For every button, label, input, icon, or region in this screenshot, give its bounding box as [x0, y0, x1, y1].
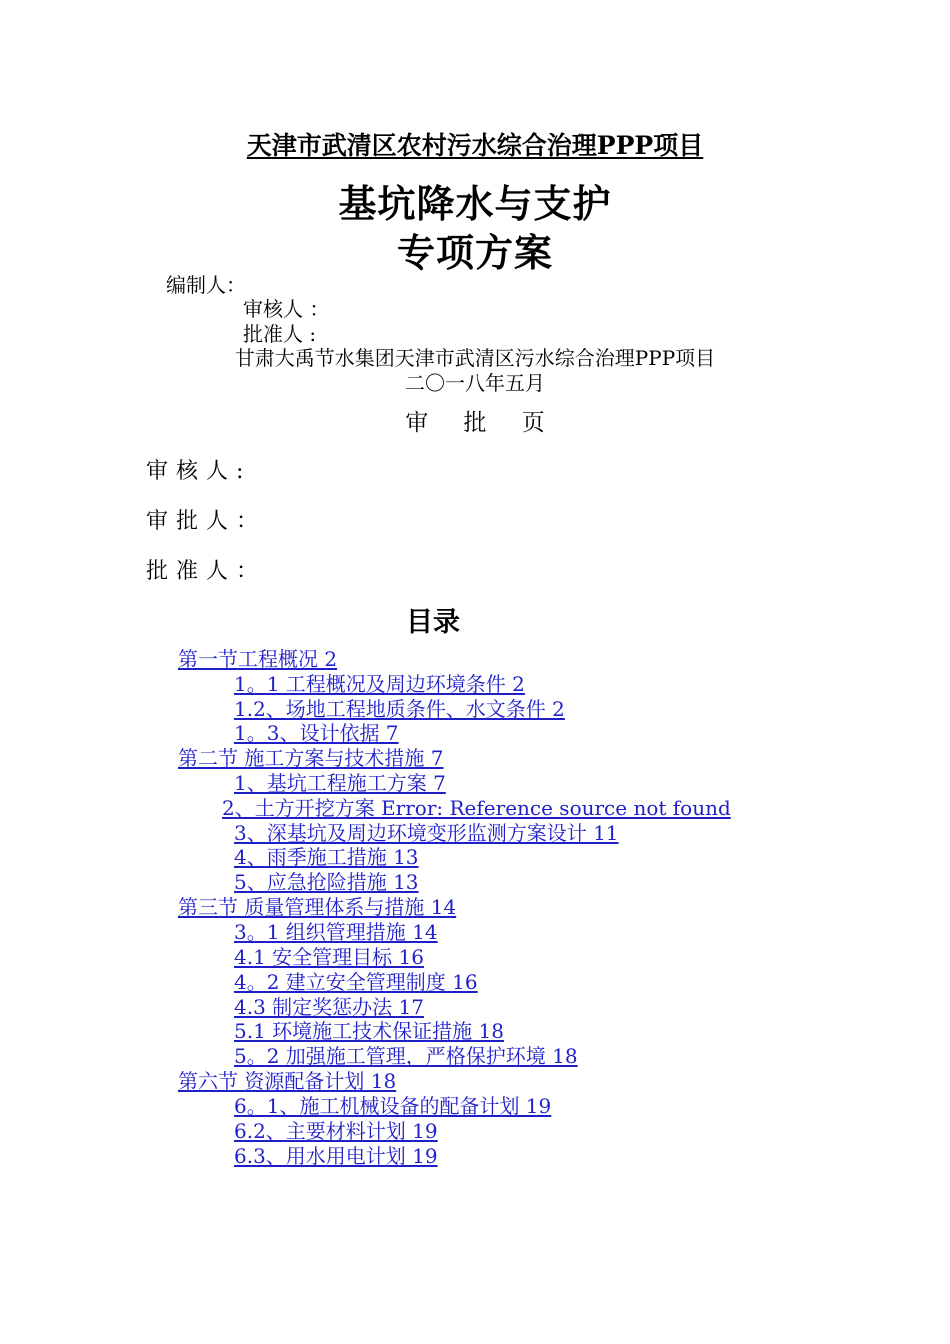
toc-link-section-2[interactable]: 第二节 施工方案与技术措施 7: [178, 746, 444, 770]
toc-link-6-2[interactable]: 6.2、主要材料计划 19: [234, 1119, 438, 1143]
main-title-line2: 专项方案: [396, 230, 553, 275]
toc-link-section-1[interactable]: 第一节工程概况 2: [178, 647, 338, 671]
approval-reviewer-line: 审核人:: [146, 459, 252, 484]
compiler-label: 编制人：: [166, 273, 246, 297]
approver-label: 批准人 :: [243, 322, 317, 346]
toc-link-section-6[interactable]: 第六节 资源配备计划 18: [178, 1069, 397, 1093]
toc-link-6-1[interactable]: 6。1、施工机械设备的配备计划 19: [234, 1094, 552, 1118]
toc-link-1-1[interactable]: 1。1 工程概况及周边环境条件 2: [234, 672, 525, 696]
toc-link-2-2[interactable]: 2、土方开挖方案 Error: Reference source not found: [222, 796, 731, 820]
toc-link-2-4[interactable]: 4、雨季施工措施 13: [234, 845, 419, 869]
approval-approver-line: 审批人：: [146, 509, 267, 534]
toc-link-2-1[interactable]: 1、基坑工程施工方案 7: [234, 771, 446, 795]
approval-page-heading: 审 批 页: [405, 410, 559, 436]
toc-link-4-2[interactable]: 4。2 建立安全管理制度 16: [234, 970, 478, 994]
approval-ratifier-line: 批准人：: [146, 559, 267, 584]
main-title-line1: 基坑降水与支护: [338, 181, 612, 226]
toc-link-5-2[interactable]: 5。2 加强施工管理，严格保护环境 18: [234, 1044, 578, 1068]
toc-link-6-3[interactable]: 6.3、用水用电计划 19: [234, 1144, 438, 1168]
reviewer-label: 审核人 ：: [243, 297, 330, 321]
toc-link-2-3[interactable]: 3、深基坑及周边环境变形监测方案设计 11: [234, 821, 619, 845]
toc-link-3-1[interactable]: 3。1 组织管理措施 14: [234, 920, 438, 944]
toc-link-5-1[interactable]: 5.1 环境施工技术保证措施 18: [234, 1019, 504, 1043]
toc-heading: 目录: [406, 607, 460, 638]
organization-name: 甘肃大禹节水集团天津市武清区污水综合治理PPP项目: [234, 346, 716, 370]
toc-link-1-2[interactable]: 1.2、场地工程地质条件、水文条件 2: [234, 697, 565, 721]
toc-link-4-1[interactable]: 4.1 安全管理目标 16: [234, 945, 424, 969]
toc-link-2-5[interactable]: 5、应急抢险措施 13: [234, 870, 419, 894]
toc-link-1-3[interactable]: 1。3、设计依据 7: [234, 721, 399, 745]
project-title: 天津市武清区农村污水综合治理PPP项目: [246, 131, 704, 160]
toc-link-section-3[interactable]: 第三节 质量管理体系与措施 14: [178, 895, 457, 919]
toc-link-4-3[interactable]: 4.3 制定奖惩办法 17: [234, 995, 424, 1019]
document-date: 二〇一八年五月: [405, 371, 545, 395]
